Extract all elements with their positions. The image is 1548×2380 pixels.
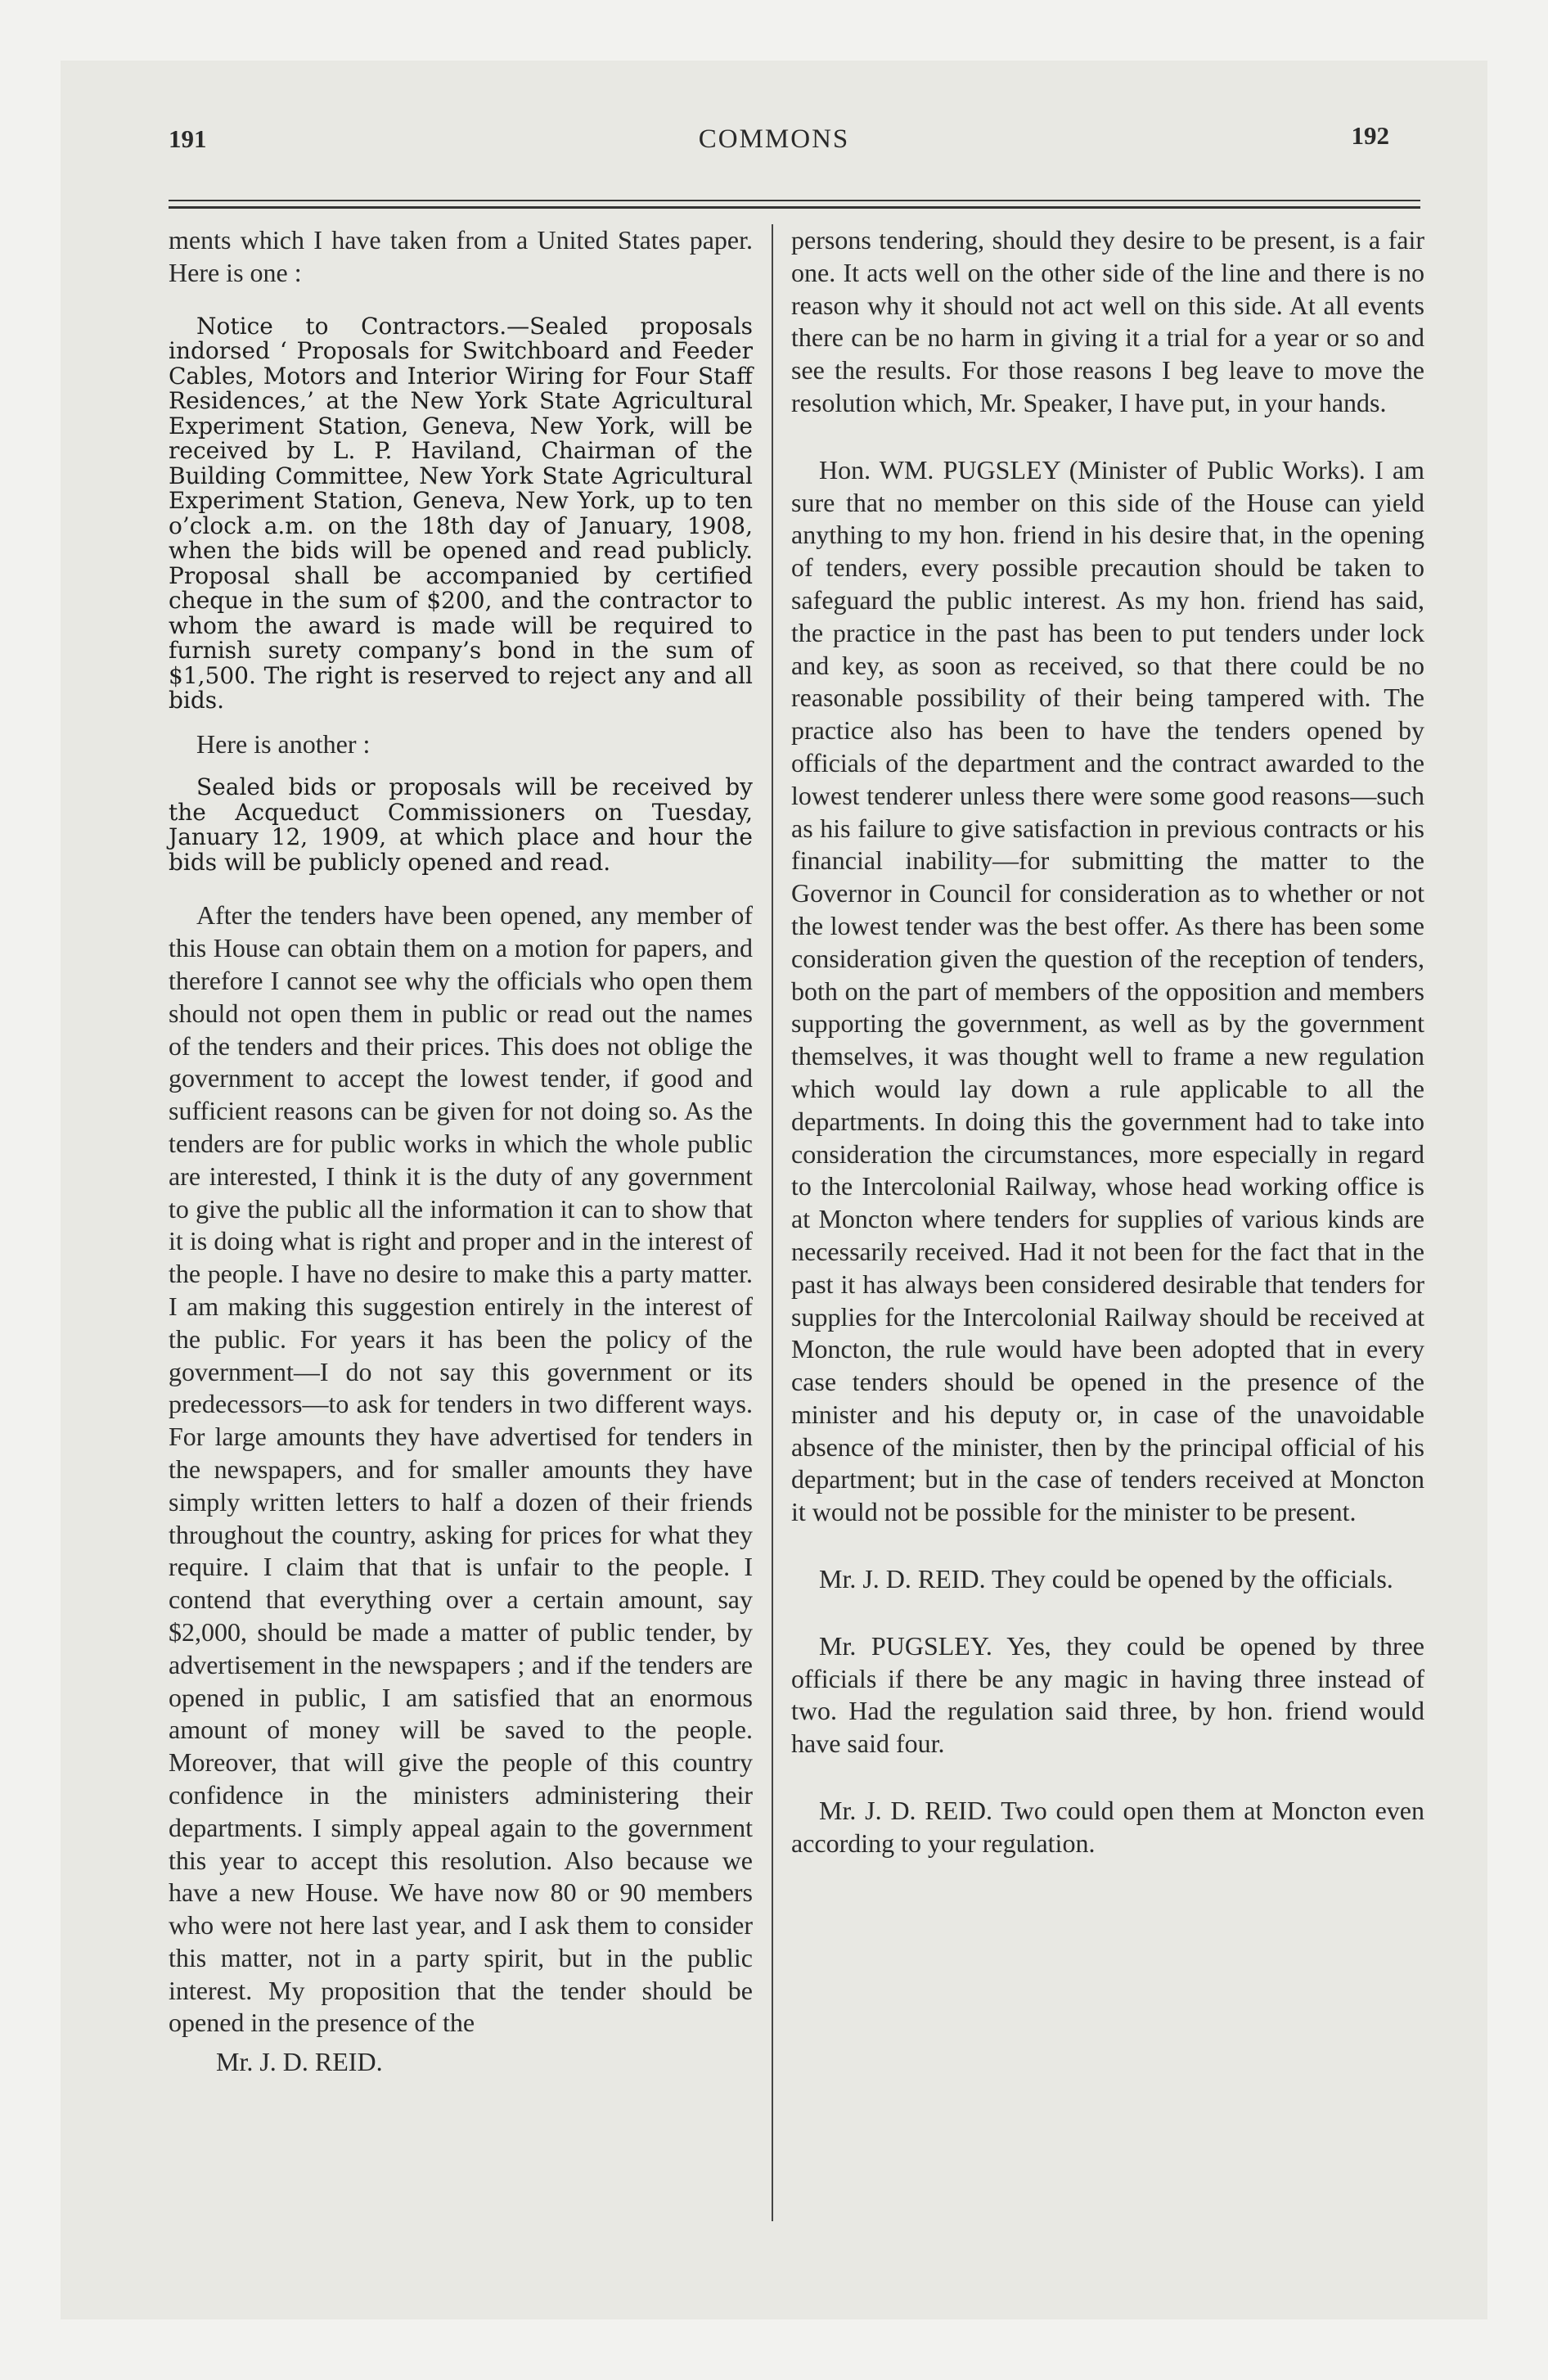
left-paragraph-1: ments which I have taken from a United States paper. Here is one : xyxy=(169,225,753,287)
speaker-signature: Mr. J. D. REID. xyxy=(216,2047,383,2077)
pugsley-speech: Hon. WM. PUGSLEY (Minister of Public Works). I am sure that no member on this side of the House can yield anything to my hon. friend in his desire that, in the opening of tenders, every possible precaution should be taken to safeguard the public interest. As my hon. friend has said, the practice in the past has been to put tenders under lock and key, as soon as received, so that there could be no reasonable possibility of their being tampered with. The practice also has been to have the tenders opened by officials of the department and the contract awarded to the lowest tenderer unless there were some good reasons—such as his failure to give satisfaction in previous contracts or his financial inability—for submitting the matter to the Governor in Council for consideration as to whether or not the lowest tender was the best offer. As there has been some consideration given the question of the reception of tenders, both on the part of members of the opposition and members supporting the government, as well as by the government themselves, it was thought well to frame a new regulation which would lay down a rule applicable to all the departments. In doing this the government had to take into consideration the circumstances, more especially in regard to the Intercolonial Railway, whose head working office is at Moncton where tenders for supplies of various kinds are necessarily received. Had it not been for the fact that in the past it has always been considered desirable that tenders for supplies for the Intercolonial Railway should be received at Moncton, the rule would have been adopted that in every case tenders should be opened in the presence of the minister and his deputy or, in case of the unavoidable absence of the minister, then by the principal official of his department; but in the case of tenders received at Moncton it would not be possible for the minister to be present. xyxy=(791,454,1424,1527)
page-scan xyxy=(61,61,1487,2319)
running-head: COMMONS xyxy=(698,124,850,154)
left-column xyxy=(169,224,753,2079)
left-paragraph-3: After the tenders have been opened, any member of this House can obtain them on a motion for papers, and therefore I cannot see why the officials who open them should not open them in public or read out the names of the tenders and their prices. This does not oblige the government to accept the lowest tender, if good and sufficient reasons can be given for not doing so. As the tenders are for public works in which the whole public are interested, I think it is the duty of any government to give the public all the information it can to show that it is doing what is right and proper and in the interest of the people. I have no desire to make this a party matter. I am making this suggestion entirely in the interest of the public. For years it has been the policy of the government—I do not say this government or its predecessors—to ask for tenders in two different ways. For large amounts they have advertised for tenders in the newspapers, and for smaller amounts they have simply written letters to half a dozen of their friends throughout the country, asking for prices for what they require. I claim that that is unfair to the people. I contend that everything over a certain amount, say $2,000, should be made a matter of public tender, by advertisement in the newspapers ; and if the tenders are opened in public, I am satisfied that an enormous amount of money will be saved to the people. Moreover, that will give the people of this country confidence in the ministers administering their departments. I simply appeal again to the government this year to accept this resolution. Also because we have a new House. We have now 80 or 90 members who were not here last year, and I ask them to consider this matter, not in a party spirit, but in the public interest. My proposition that the tender should be opened in the presence of the xyxy=(169,900,753,2038)
page-number-left: 191 xyxy=(169,124,207,153)
quoted-notice-1: Notice to Contractors.—Sealed proposals indorsed ‘ Proposals for Switchboard and Feeder Cables, Motors and Interior Wiring for Four Staff Residences,’ at the New York State Agricultural Experiment Station, Geneva, New York, will be received by L. P. Haviland, Chairman of the Building Committee, New York State Agricultural Experiment Station, Geneva, New York, up to ten o’clock a.m. on the 18th day of January, 1908, when the bids will be opened and read publicly. Proposal shall be accompanied by certified cheque in the sum of $200, and the contractor to whom the award is made will be required to furnish surety company’s bond in the sum of $1,500. The right is reserved to reject any and all bids. xyxy=(169,312,753,714)
quoted-notice-2: Sealed bids or proposals will be received by the Acqueduct Commissioners on Tuesday, January 12, 1909, at which place and hour the bids will be publicly opened and read. xyxy=(169,773,753,876)
reid-interjection-1: Mr. J. D. REID. They could be opened by the officials. xyxy=(819,1564,1393,1594)
pugsley-reply: Mr. PUGSLEY. Yes, they could be opened by three officials if there be any magic in having three instead of two. Had the regulation said three, by hon. friend would have said four. xyxy=(791,1630,1424,1759)
right-column xyxy=(791,224,1424,1860)
header-rule xyxy=(169,200,1420,201)
header-rule-thick xyxy=(169,206,1420,209)
right-paragraph-1: persons tendering, should they desire to be present, is a fair one. It acts well on the other side of the line and there is no reason why it should not act well on this side. At all events there can be no harm in giving it a trial for a year or so and see the results. For those reasons I beg leave to move the resolution which, Mr. Speaker, I have put, in your hands. xyxy=(791,225,1424,417)
page-number-right: 192 xyxy=(1351,121,1389,150)
left-paragraph-2: Here is another : xyxy=(196,728,371,759)
reid-interjection-2: Mr. J. D. REID. Two could open them at Moncton even according to your regulation. xyxy=(791,1796,1424,1858)
column-divider xyxy=(772,224,773,2221)
